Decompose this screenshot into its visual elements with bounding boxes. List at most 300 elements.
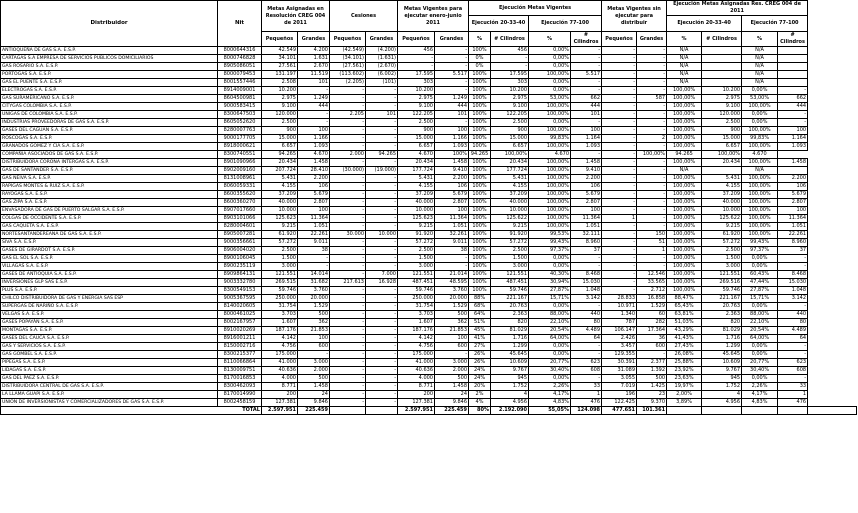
table-cell: 3.000 [398,263,435,271]
table-cell: 100% [469,95,491,103]
table-cell: 27,87% [529,287,571,295]
table-cell: 10.200 [491,87,529,95]
total-cell [330,407,366,415]
table-cell: 5.679 [298,191,330,199]
table-cell: - [435,55,469,63]
cell-nit: 8916001211 [218,335,262,343]
table-cell: 0,00% [742,255,778,263]
table-cell: 1.529 [435,303,469,311]
total-cell [702,407,742,415]
table-cell: - [637,119,667,127]
table-cell: 21.853 [298,327,330,335]
table-cell: 100% [469,47,491,55]
table-cell: 53,00% [742,95,778,103]
cell-nit: 8300462093 [218,383,262,391]
cell-nit: 9000583415 [218,103,262,111]
table-cell: 94.265 [262,151,298,159]
table-cell: 100,00% [702,151,742,159]
table-cell: - [330,399,366,407]
table-row [1,63,857,71]
table-cell: 100,00% [667,183,702,191]
table-cell: 100,00% [529,167,571,175]
table-cell: 131.197 [262,71,298,79]
table-cell: 26,08% [667,351,702,359]
table-cell: 500 [298,311,330,319]
table-cell: 100,00% [529,199,571,207]
table-cell: 0,00% [742,111,778,119]
table-cell: 9.215 [702,223,742,231]
table-cell: 177.724 [398,167,435,175]
table-cell: 9.846 [298,399,330,407]
table-row [1,255,857,263]
table-cell: 125.623 [398,215,435,223]
table-cell: 4,83% [742,399,778,407]
table-cell: - [330,191,366,199]
table-cell: 97,37% [529,247,571,255]
total-cell: 477.651 [602,407,637,415]
table-cell: 9.767 [702,367,742,375]
table-row [1,279,857,287]
header-ejec-77-100: Ejecución 77-100 [529,16,602,32]
table-cell: 587 [637,95,667,103]
table-cell: - [366,319,398,327]
table-cell: 38 [435,247,469,255]
table-cell: 4,17% [529,391,571,399]
table-row [1,103,857,111]
table-cell: 15.030 [571,279,602,287]
table-cell: 100% [469,119,491,127]
table-cell: 21.014 [435,271,469,279]
table-cell: 100,00% [667,279,702,287]
table-cell: 444 [435,103,469,111]
table-cell: 2.975 [262,95,298,103]
table-cell: 100,00% [667,87,702,95]
total-cell [778,407,808,415]
table-cell: 9.215 [491,223,529,231]
cell-nit: 8905007281 [218,231,262,239]
table-cell: - [330,87,366,95]
table-cell: - [637,159,667,167]
table-cell: 20,54% [742,327,778,335]
table-cell: 28.410 [298,167,330,175]
header-sin-ejecutar: Metas Vigentes sin ejecutar para distribuir [602,1,667,32]
table-cell: 88% [469,295,491,303]
table-row [1,135,857,143]
table-cell: 662 [778,95,808,103]
table-cell: 0,00% [742,343,778,351]
table-cell: - [602,175,637,183]
table-cell: 9.410 [435,167,469,175]
table-cell: 1.607 [262,319,298,327]
cell-distribuidor: GAS EL PUENTE S.A. E.S.P. [1,79,218,87]
cell-nit: 8000644316 [218,47,262,55]
cell-nit: 8909864131 [218,271,262,279]
table-cell: - [366,223,398,231]
table-cell: - [571,47,602,55]
table-cell: 1.051 [571,223,602,231]
table-cell: 41% [469,335,491,343]
table-cell: - [366,303,398,311]
table-cell: 100,00% [667,287,702,295]
table-cell: 100,00% [667,111,702,119]
table-cell: 10.000 [491,207,529,215]
table-cell: 27% [469,343,491,351]
table-cell: - [330,119,366,127]
table-cell: 59.746 [491,287,529,295]
table-cell: 100,00% [742,191,778,199]
table-cell: 3.000 [298,359,330,367]
table-cell [778,63,808,71]
table-cell: 1.716 [702,335,742,343]
table-body [1,47,857,415]
table-cell: - [366,351,398,359]
table-row [1,303,857,311]
table-cell: - [602,159,637,167]
table-cell: 3.760 [435,287,469,295]
cell-nit: 8900235119 [218,263,262,271]
table-cell: 221.167 [491,295,529,303]
total-label: TOTAL [1,407,262,415]
table-cell: (2.670) [366,63,398,71]
table-cell: - [571,303,602,311]
table-cell: - [330,223,366,231]
table-cell: 1 [637,247,667,255]
table-cell: 100,00% [667,255,702,263]
cell-distribuidor: GAS DE SANTANDER S.A. E.S.P. [1,167,218,175]
table-cell: 1.166 [435,135,469,143]
table-row [1,231,857,239]
cell-nit: 8001557446 [218,79,262,87]
table-cell: 662 [571,95,602,103]
table-cell: 7.000 [366,271,398,279]
table-cell: 100,00% [742,183,778,191]
table-cell: N/A [742,79,778,87]
table-cell: 11.364 [435,215,469,223]
table-cell: 0% [469,55,491,63]
table-cell: - [571,87,602,95]
header-grandes: Grandes [637,32,667,47]
table-cell: - [637,199,667,207]
table-cell: 22.261 [298,231,330,239]
table-cell: 11.519 [298,71,330,79]
table-cell: 24 [435,391,469,399]
table-cell: 2.500 [702,119,742,127]
cell-distribuidor: GASES DE GIRARDOT S.A. E.S.P. [1,247,218,255]
cell-nit: 8900106045 [218,255,262,263]
cell-distribuidor: SIVA S.A. E.S.P. [1,239,218,247]
table-cell: 2.200 [435,175,469,183]
table-cell: - [330,183,366,191]
table-cell: 100,00% [667,127,702,135]
cell-distribuidor: COMPAÑIA ASOCIADOS DE GAS S.A. E.S.P. [1,151,218,159]
table-cell: 121.551 [702,271,742,279]
table-cell: 100 [571,207,602,215]
table-cell: 444 [298,103,330,111]
table-cell: 100% [469,143,491,151]
header-metas-asignadas: Metas Asignadas en Resolución CREG 004 de 2011 [262,1,330,32]
table-cell: 100% [469,111,491,119]
table-cell: 1.500 [491,255,529,263]
table-cell: 2.807 [571,199,602,207]
table-row [1,263,857,271]
table-cell: 5.431 [262,175,298,183]
table-cell: 27,43% [667,343,702,351]
total-cell: 2.192.090 [491,407,529,415]
table-cell: 68% [469,303,491,311]
table-cell: 57.272 [491,239,529,247]
table-cell: 22,10% [529,319,571,327]
cell-nit: 8905086051 [218,63,262,71]
table-cell: 2% [469,391,491,399]
table-row [1,295,857,303]
table-cell: - [366,119,398,127]
table-cell: 101 [366,111,398,119]
cell-nit: 8000079453 [218,71,262,79]
table-cell: 34.101 [262,55,298,63]
header-cilindros: # Cilindros [702,32,742,47]
table-cell: 1.716 [491,335,529,343]
table-cell: - [435,63,469,71]
cell-distribuidor: NORTESANTANDEREANA DE GAS S.A. E.S.P. [1,231,218,239]
table-cell: 0,00% [529,119,571,127]
table-cell: - [366,175,398,183]
table-cell: 820 [702,319,742,327]
table-cell: - [602,71,637,79]
table-cell: N/A [742,63,778,71]
table-cell: 1.249 [298,95,330,103]
table-cell: - [602,103,637,111]
table-cell [702,167,742,175]
table-cell: (6.002) [366,71,398,79]
table-cell: (101) [366,79,398,87]
table-cell: 1.458 [778,159,808,167]
table-cell: 1.458 [435,159,469,167]
table-cell: - [366,183,398,191]
table-cell: - [637,127,667,135]
table-cell: - [491,63,529,71]
table-cell: - [366,399,398,407]
table-cell: - [602,79,637,87]
table-cell: 9.011 [435,239,469,247]
table-cell: 100,00% [529,215,571,223]
table-cell: - [330,287,366,295]
header-distribuidor: Distribuidor [1,1,218,47]
table-cell: 60 [637,311,667,319]
cell-nit: 9000356661 [218,239,262,247]
table-cell: 27,87% [742,287,778,295]
header-pct: % [742,32,778,47]
table-cell: - [602,95,637,103]
table-cell: 3.055 [602,375,637,383]
table-row [1,87,857,95]
cell-nit: 8901090966 [218,159,262,167]
cell-nit: 8170014990 [218,391,262,399]
table-cell: 100,00% [742,159,778,167]
table-cell: 2,00% [667,391,702,399]
cell-nit: 8914009001 [218,87,262,95]
table-cell: 3.000 [262,263,298,271]
table-row [1,183,857,191]
table-cell: - [330,319,366,327]
table-cell: 27.561 [262,63,298,71]
table-cell: 8.771 [262,383,298,391]
table-cell: 100% [469,231,491,239]
table-cell: 444 [778,103,808,111]
table-cell: - [602,191,637,199]
table-row [1,143,857,151]
table-cell: 9.846 [435,399,469,407]
table-cell: 100,00% [667,175,702,183]
table-cell: 125.622 [702,215,742,223]
table-cell: N/A [742,167,778,175]
table-cell: 187.176 [262,327,298,335]
table-cell: 31.089 [602,367,637,375]
table-cell: - [366,383,398,391]
table-cell: - [330,351,366,359]
table-cell: 100% [469,239,491,247]
cell-distribuidor: ELECTROGAS S.A. E.S.P. [1,87,218,95]
cell-distribuidor: GASES DEL CAGUAN S.A. E.S.P. [1,127,218,135]
table-cell: 121.551 [491,271,529,279]
cell-distribuidor: GAS EL SOL S.A. E.S.P. [1,255,218,263]
table-cell: 0,00% [742,303,778,311]
table-cell: - [778,119,808,127]
cell-nit: 8605052620 [218,119,262,127]
total-cell: 225.459 [298,407,330,415]
table-cell: - [366,143,398,151]
table-cell: - [637,183,667,191]
table-cell: 221.167 [702,295,742,303]
table-cell: 106 [778,183,808,191]
table-cell: 20.763 [491,303,529,311]
cell-nit: 8910020269 [218,327,262,335]
table-cell: 125.623 [262,215,298,223]
table-cell: - [637,255,667,263]
table-cell: 100,00% [667,223,702,231]
table-cell: - [637,207,667,215]
table-cell: 100% [469,183,491,191]
table-cell: 100,00% [667,135,702,143]
table-cell: - [435,119,469,127]
table-cell: 100,00% [529,183,571,191]
table-cell: 175.000 [262,351,298,359]
table-cell: 4.756 [398,343,435,351]
table-cell: (2.205) [330,79,366,87]
table-cell: 1.166 [298,135,330,143]
table-cell: 9.100 [398,103,435,111]
table-cell: 4.142 [398,335,435,343]
cell-distribuidor: RAPIGAS MONTES & RUIZ S.A. E.S.P. [1,183,218,191]
table-cell: 250.000 [262,295,298,303]
table-cell: - [637,223,667,231]
table-cell: 94.265 [469,151,491,159]
table-cell: 0,00% [529,79,571,87]
cell-nit: 8000461025 [218,311,262,319]
cell-nit: 8280007763 [218,127,262,135]
table-cell: - [571,351,602,359]
table-cell: 4.155 [262,183,298,191]
table-cell: 100% [469,127,491,135]
table-cell: 100 [435,127,469,135]
table-cell: 20.000 [435,295,469,303]
table-cell: 20.434 [398,159,435,167]
table-cell: - [366,103,398,111]
table-cell: - [366,247,398,255]
table-cell: 40.000 [398,199,435,207]
table-cell: 64 [778,335,808,343]
table-cell: - [602,127,637,135]
table-cell: 40.000 [702,199,742,207]
table-cell: 40,30% [529,271,571,279]
table-cell: 787 [602,319,637,327]
table-cell: 100% [469,175,491,183]
table-cell: 26% [469,351,491,359]
table-cell: 0,00% [742,263,778,271]
table-cell: 99,83% [529,135,571,143]
table-cell: 4.670 [529,151,571,159]
table-cell: - [366,287,398,295]
cell-nit: 8300647503 [218,111,262,119]
table-cell: 2.200 [778,175,808,183]
cell-nit: 8300740551 [218,151,262,159]
table-cell: 4.670 [298,151,330,159]
cell-distribuidor: GASES DEL CAUCA S.A. E.S.P. [1,335,218,343]
table-cell: - [330,95,366,103]
table-cell: 0,00% [529,63,571,71]
table-cell: (30.000) [330,167,366,175]
table-cell: N/A [667,47,702,55]
table-cell: 1 [571,391,602,399]
table-cell: 1.500 [262,255,298,263]
table-cell: 3.000 [491,263,529,271]
cell-nit: 8906004020 [218,247,262,255]
table-cell: 10.609 [491,359,529,367]
cell-distribuidor: LIDAGAS S.A. E.S.P. [1,367,218,375]
table-cell: 8.960 [571,239,602,247]
table-cell: 100,00% [667,215,702,223]
table-cell: 37.209 [398,191,435,199]
table-cell: 3.000 [435,359,469,367]
table-cell: 99,43% [742,239,778,247]
table-cell: 12.546 [637,271,667,279]
table-cell: - [602,143,637,151]
table-row [1,311,857,319]
table-cell: - [637,191,667,199]
table-cell: - [330,271,366,279]
table-cell: 0,00% [529,255,571,263]
header-metas-vigentes: Metas Vigentes para ejecutar enero-junio 2011 [398,1,469,32]
table-cell: 10.000 [702,207,742,215]
table-cell: 129.355 [602,351,637,359]
total-cell: 2.597.951 [398,407,435,415]
table-cell: 101 [571,111,602,119]
table-cell: - [330,327,366,335]
table-row [1,383,857,391]
table-cell: 15,71% [529,295,571,303]
table-cell: 1.051 [298,223,330,231]
table-cell: 100% [469,191,491,199]
table-cell: 100,00% [742,127,778,135]
table-cell: 125.622 [491,215,529,223]
table-cell: - [298,87,330,95]
table-cell: - [330,207,366,215]
table-cell [778,55,808,63]
table-cell: - [571,375,602,383]
table-cell: - [298,351,330,359]
table-cell: 37 [571,247,602,255]
table-cell: - [637,47,667,55]
table-cell: 100,00% [667,231,702,239]
